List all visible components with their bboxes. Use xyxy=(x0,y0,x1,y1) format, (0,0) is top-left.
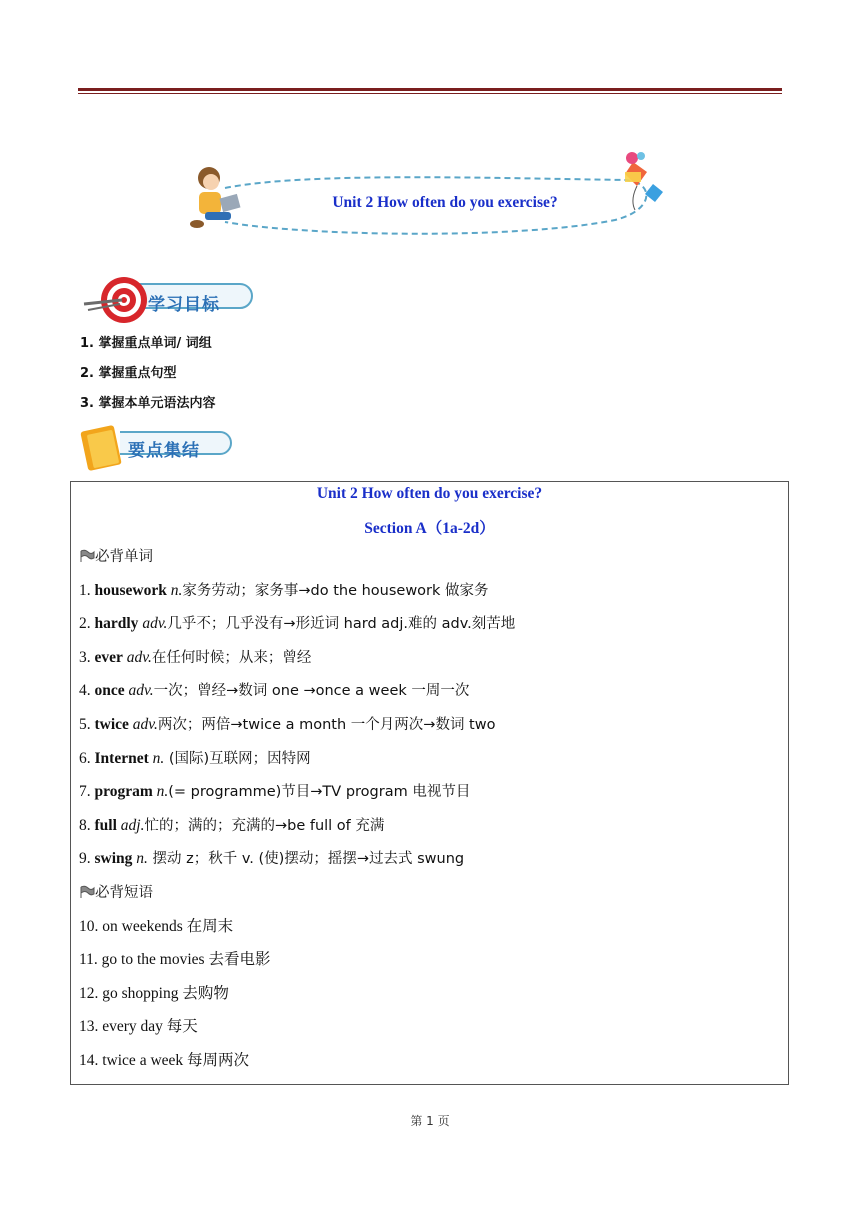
word-entry: 8. full adj.忙的；满的；充满的→be full of 充满 xyxy=(79,816,385,834)
page-number: 第 1 页 xyxy=(410,1114,450,1128)
box-title: Unit 2 How often do you exercise? xyxy=(316,485,543,502)
phrase-entry: 11. go to the movies 去看电影 xyxy=(79,951,271,969)
word-entry: 2. hardly adv.几乎不；几乎没有→形近词 hard adj.难的 adv.刻苦地 xyxy=(79,615,516,633)
flag-icon xyxy=(79,885,95,899)
header-rule xyxy=(78,88,782,96)
phrases-heading: 必背短语 xyxy=(79,881,780,915)
word-entry: 7. program n.(= programme)节目→TV program 电视节目 xyxy=(79,783,471,801)
phrase-entry: 10. on weekends 在周末 xyxy=(79,917,234,935)
key-points-label: 要点集结 xyxy=(128,441,200,461)
words-heading: 必背单词 xyxy=(79,545,780,579)
key-points-tag xyxy=(80,424,240,468)
word-entry: 6. Internet n. (国际)互联网；因特网 xyxy=(79,749,311,767)
vocabulary-box xyxy=(70,481,789,1085)
phrase-entry: 13. every day 每天 xyxy=(79,1018,198,1036)
flag-icon xyxy=(79,549,95,563)
word-entry: 4. once adv.一次；曾经→数词 one →once a week 一周一次 xyxy=(79,682,470,700)
unit-title: Unit 2 How often do you exercise? xyxy=(332,194,558,211)
goal-item: 3. 掌握本单元语法内容 xyxy=(80,396,216,411)
word-entry: 3. ever adv.在任何时候；从来；曾经 xyxy=(79,648,312,666)
phrase-entry: 14. twice a week 每周两次 xyxy=(79,1051,250,1069)
section-title: Section A（1a-2d） xyxy=(364,520,495,537)
learning-goals-tag xyxy=(80,274,255,318)
phrase-entry: 12. go shopping 去购物 xyxy=(79,984,229,1002)
title-banner xyxy=(185,150,675,245)
word-entry: 9. swing n. 摆动 z；秋千 v. (使)摆动；摇摆→过去式 swung xyxy=(79,850,465,868)
learning-goals-label: 学习目标 xyxy=(148,295,220,315)
word-entry: 1. housework n.家务劳动；家务事→do the housework 做家务 xyxy=(79,581,489,599)
goal-item: 1. 掌握重点单词/ 词组 xyxy=(80,336,212,351)
goals-list xyxy=(80,334,216,424)
word-entry: 5. twice adv.两次；两倍→twice a month 一个月两次→数词 two xyxy=(79,715,496,733)
goal-item: 2. 掌握重点句型 xyxy=(80,366,177,381)
